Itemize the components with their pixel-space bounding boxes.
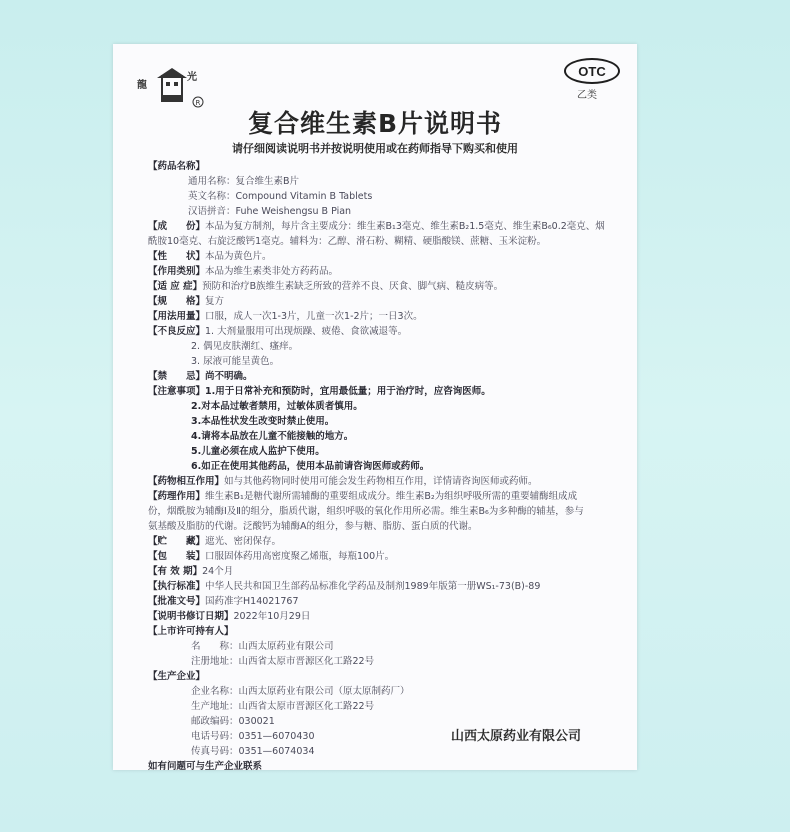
validity-text: 24个月 [202,566,234,577]
pinyin-name: 汉语拼音：Fuhe Weishengsu B Pian [188,206,352,217]
category-label: 【作用类别】 [148,266,206,277]
adverse-line-2: 2. 偶见皮肤潮红、瘙痒。 [191,341,299,352]
indication-text: 预防和治疗B族维生素缺乏所致的营养不良、厌食、脚气病、糙皮病等。 [202,281,504,292]
document-subtitle: 请仔细阅读说明书并按说明使用或在药师指导下购买和使用 [232,142,518,155]
storage-text: 遮光、密闭保存。 [205,536,282,547]
adverse-line-3: 3. 尿液可能呈黄色。 [191,356,280,367]
storage-line [148,533,281,547]
usage-text: 口服，成人一次1-3片，儿童一次1-2片；一日3次。 [205,311,423,322]
approval-line [148,593,299,607]
caution-line-1 [148,383,491,397]
common-name: 通用名称：复合维生素B片 [188,176,300,187]
name-label: 【药品名称】 [148,161,206,172]
maker-postcode: 邮政编码：030021 [191,716,275,727]
svg-text:光: 光 [187,72,197,83]
otc-badge: OTC [564,58,620,84]
pharm-line-1 [148,488,577,502]
adverse-line-1 [148,323,407,337]
composition-line-2: 酰胺10毫克、右旋泛酸钙1毫克。辅料为：乙醇、滑石粉、糊精、硬脂酸镁、蔗糖、玉米淀粉。 [148,236,547,247]
maker-name: 企业名称：山西太原药业有限公司（原太原制药厂） [191,686,410,697]
pharm-text-1: 维生素B₁是糖代谢所需辅酶的重要组成成分。维生素B₂为组织呼吸所需的重要辅酶组成成 [205,491,578,502]
company-signature: 山西太原药业有限公司 [451,729,582,744]
contact-note: 如有问题可与生产企业联系 [148,761,263,772]
leaflet-paper [113,44,637,770]
standard-text: 中华人民共和国卫生部药品标准化学药品及制剂1989年版第一册WS₁-73(B)-89 [205,581,541,592]
svg-text:龍: 龍 [137,80,147,91]
caution-text-1: 1.用于日常补充和预防时，宜用最低量；用于治疗时，应咨询医师。 [205,386,491,397]
revision-label: 【说明书修订日期】 [148,611,234,622]
maker-address: 生产地址：山西省太原市晋源区化工路22号 [191,701,375,712]
caution-line-4: 4.请将本品放在儿童不能接触的地方。 [191,431,354,442]
adverse-label: 【不良反应】 [148,326,206,337]
contra-text: 尚不明确。 [205,371,253,382]
interaction-text: 如与其他药物同时使用可能会发生药物相互作用，详情请咨询医师或药师。 [224,476,538,487]
maker-fax: 传真号码：0351—6074034 [191,746,315,757]
approval-label: 【批准文号】 [148,596,206,607]
contra-line [148,368,253,382]
package-label: 【包 装】 [148,551,206,562]
usage-line [148,308,423,322]
spec-line [148,293,224,307]
composition-line-1 [148,218,605,232]
brand-logo-icon [135,64,205,108]
spec-text: 复方 [205,296,225,307]
category-text: 本品为维生素类非处方药药品。 [205,266,339,277]
usage-label: 【用法用量】 [148,311,206,322]
caution-line-5: 5.儿童必须在成人监护下使用。 [191,446,325,457]
caution-line-3: 3.本品性状发生改变时禁止使用。 [191,416,335,427]
pharm-line-3: 氨基酸及脂肪的代谢。泛酸钙为辅酶A的组分，参与糖、脂肪、蛋白质的代谢。 [148,521,478,532]
character-line [148,248,272,262]
revision-text: 2022年10月29日 [233,611,311,622]
interaction-label: 【药物相互作用】 [148,476,225,487]
validity-line [148,563,233,577]
indication-line [148,278,503,292]
category-line [148,263,338,277]
caution-line-2: 2.对本品过敏者禁用，过敏体质者慎用。 [191,401,363,412]
package-line [148,548,394,562]
validity-label: 【有 效 期】 [148,566,203,577]
holder-name: 名 称：山西太原药业有限公司 [191,641,334,652]
holder-address: 注册地址：山西省太原市晋源区化工路22号 [191,656,375,667]
standard-line [148,578,540,592]
pharm-line-2: 份，烟酰胺为辅酶Ⅰ及Ⅱ的组分，脂质代谢，组织呼吸的氧化作用所必需。维生素B₆为多种酶的辅基，参与 [148,506,584,517]
holder-label: 【上市许可持有人】 [148,626,234,637]
character-label: 【性 状】 [148,251,206,262]
otc-class: 乙类 [577,90,597,101]
contra-label: 【禁 忌】 [148,371,206,382]
caution-label: 【注意事项】 [148,386,206,397]
standard-label: 【执行标准】 [148,581,206,592]
spec-label: 【规 格】 [148,296,206,307]
approval-text: 国药准字H14021767 [205,596,299,607]
character-text: 本品为黄色片。 [205,251,272,262]
pharm-label: 【药理作用】 [148,491,206,502]
adverse-text-1: 1. 大剂量服用可出现烦躁、疲倦、食欲减退等。 [205,326,408,337]
composition-label: 【成 份】 [148,221,206,232]
interaction-line [148,473,538,487]
svg-text:R: R [195,99,201,107]
english-name: 英文名称：Compound Vitamin B Tablets [188,191,373,202]
storage-label: 【贮 藏】 [148,536,206,547]
maker-label: 【生产企业】 [148,671,206,682]
revision-line [148,608,310,622]
caution-line-6: 6.如正在使用其他药品，使用本品前请咨询医师或药师。 [191,461,430,472]
indication-label: 【适 应 症】 [148,281,203,292]
maker-phone: 电话号码：0351—6070430 [191,731,315,742]
document-title: 复合维生素B片说明书 [247,109,503,138]
package-text: 口服固体药用高密度聚乙烯瓶，每瓶100片。 [205,551,395,562]
composition-text: 本品为复方制剂，每片含主要成分：维生素B₁3毫克、维生素B₂1.5毫克、维生素B₆0.2毫克、烟 [205,221,605,232]
